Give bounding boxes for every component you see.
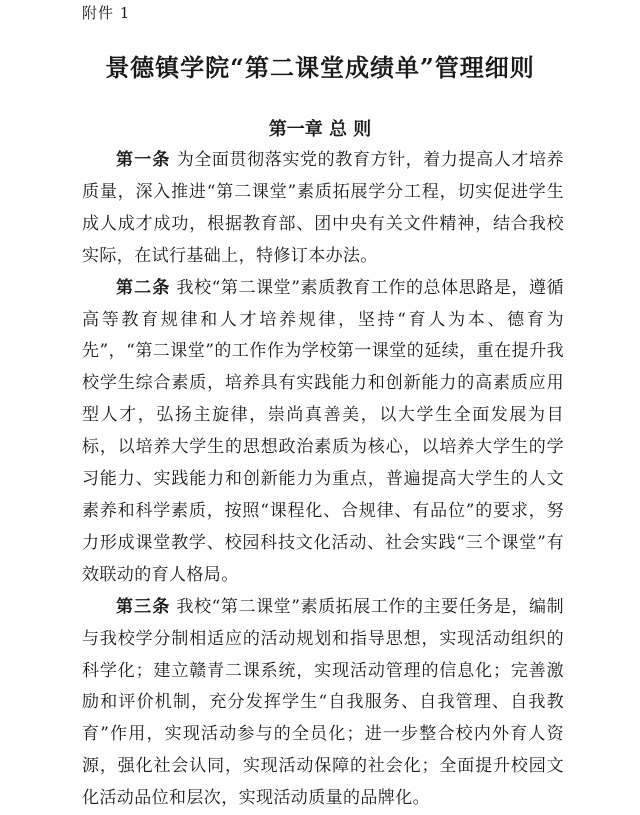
document-title: 景德镇学院“第二课堂成绩单”管理细则 bbox=[105, 53, 535, 82]
attachment-label: 附件 1 bbox=[82, 4, 131, 22]
article-3-label: 第三条 bbox=[116, 596, 171, 617]
document-body bbox=[82, 145, 564, 815]
chapter-title: 第一章 总 则 bbox=[268, 119, 372, 140]
article-2-text: 我校“第二课堂”素质教育工作的总体思路是，遵循高等教育规律和人才培养规律，坚持“育人为本、德育为先”，“第二课堂”的工作作为学校第一课堂的延续，重在提升我校学生综合素质，培养具有实践能力和创新能力的高素质应用型人才，弘扬主旋律，崇尚真善美，以大学生全面发展为目标，以培养大学生的思想政治素质为核心，以培养大学生的学习能力、实践能力和创新能力为重点，普遍提高大学生的人文素养和科学素质，按照“课程化、合规律、有品位”的要求，努力形成课堂教学、校园科技文化活动、社会实践“三个课堂”有效联动的育人格局。 bbox=[82, 277, 564, 585]
article-1 bbox=[82, 145, 564, 273]
article-1-text: 为全面贯彻落实党的教育方针，着力提高人才培养质量，深入推进“第二课堂”素质拓展学分工程，切实促进学生成人成才成功，根据教育部、团中央有关文件精神，结合我校实际，在试行基础上，特修订本办法。 bbox=[82, 150, 565, 266]
article-3 bbox=[82, 592, 564, 815]
article-3-text: 我校“第二课堂”素质拓展工作的主要任务是，编制与我校学分制相适应的活动规划和指导思想，实现活动组织的科学化；建立赣青二课系统，实现活动管理的信息化；完善激励和评价机制，充分发挥学生“自我服务、自我管理、自我教育”作用，实现活动参与的全员化；进一步整合校内外育人资源，强化社会认同，实现活动保障的社会化；全面提升校园文化活动品位和层次，实现活动质量的品牌化。 bbox=[82, 596, 564, 809]
article-2-label: 第二条 bbox=[116, 277, 171, 298]
article-1-label: 第一条 bbox=[116, 150, 171, 170]
article-2 bbox=[82, 273, 564, 592]
